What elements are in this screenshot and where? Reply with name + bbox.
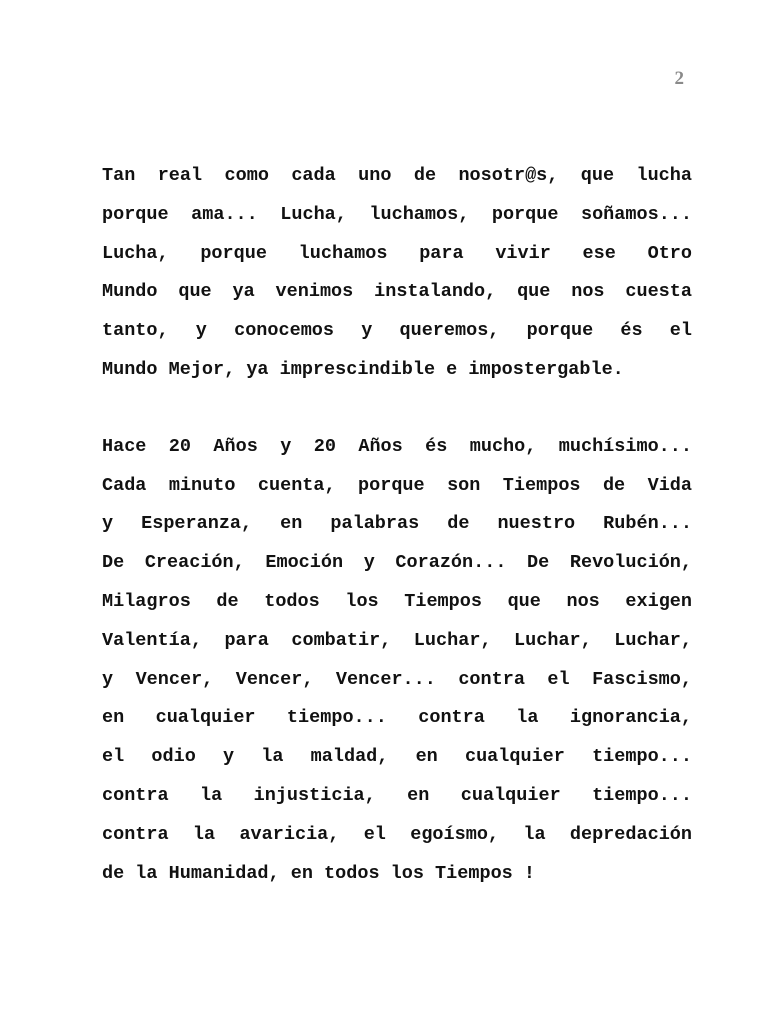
text-line: Tan real como cada uno de nosotr@s, que lucha [102, 165, 692, 186]
text-line: Mundo Mejor, ya imprescindible e impostergable. [102, 358, 624, 380]
text-line: Hace 20 Años y 20 Años és mucho, muchísimo... [102, 435, 692, 457]
text-line: tanto, y conocemos y queremos, porque és el [102, 320, 692, 342]
text-line: en cualquier tiempo... contra la ignorancia, [102, 707, 692, 729]
text-line: Milagros de todos los Tiempos que nos exigen [102, 590, 692, 612]
page-number: 2 [674, 68, 684, 89]
paragraph-2 [102, 428, 692, 894]
text-line: de la Humanidad, en todos los Tiempos ! [102, 862, 535, 884]
text-line: y Esperanza, en palabras de nuestro Rubén... [102, 513, 692, 535]
text-line: y Vencer, Vencer, Vencer... contra el Fascismo, [102, 668, 692, 690]
text-line: contra la injusticia, en cualquier tiempo... [102, 784, 692, 806]
body-text [102, 157, 692, 931]
text-line: contra la avaricia, el egoísmo, la depredación [102, 823, 692, 845]
text-line: el odio y la maldad, en cualquier tiempo... [102, 746, 692, 768]
text-line: porque ama... Lucha, luchamos, porque soñamos... [102, 203, 692, 225]
text-line: De Creación, Emoción y Corazón... De Revolución, [102, 552, 692, 574]
paragraph-1 [102, 157, 692, 390]
text-line: Valentía, para combatir, Luchar, Luchar, Luchar, [102, 629, 692, 651]
text-line: Lucha, porque luchamos para vivir ese Otro [102, 242, 692, 264]
text-line: Cada minuto cuenta, porque son Tiempos de Vida [102, 474, 692, 496]
text-line: Mundo que ya venimos instalando, que nos cuesta [102, 281, 692, 303]
